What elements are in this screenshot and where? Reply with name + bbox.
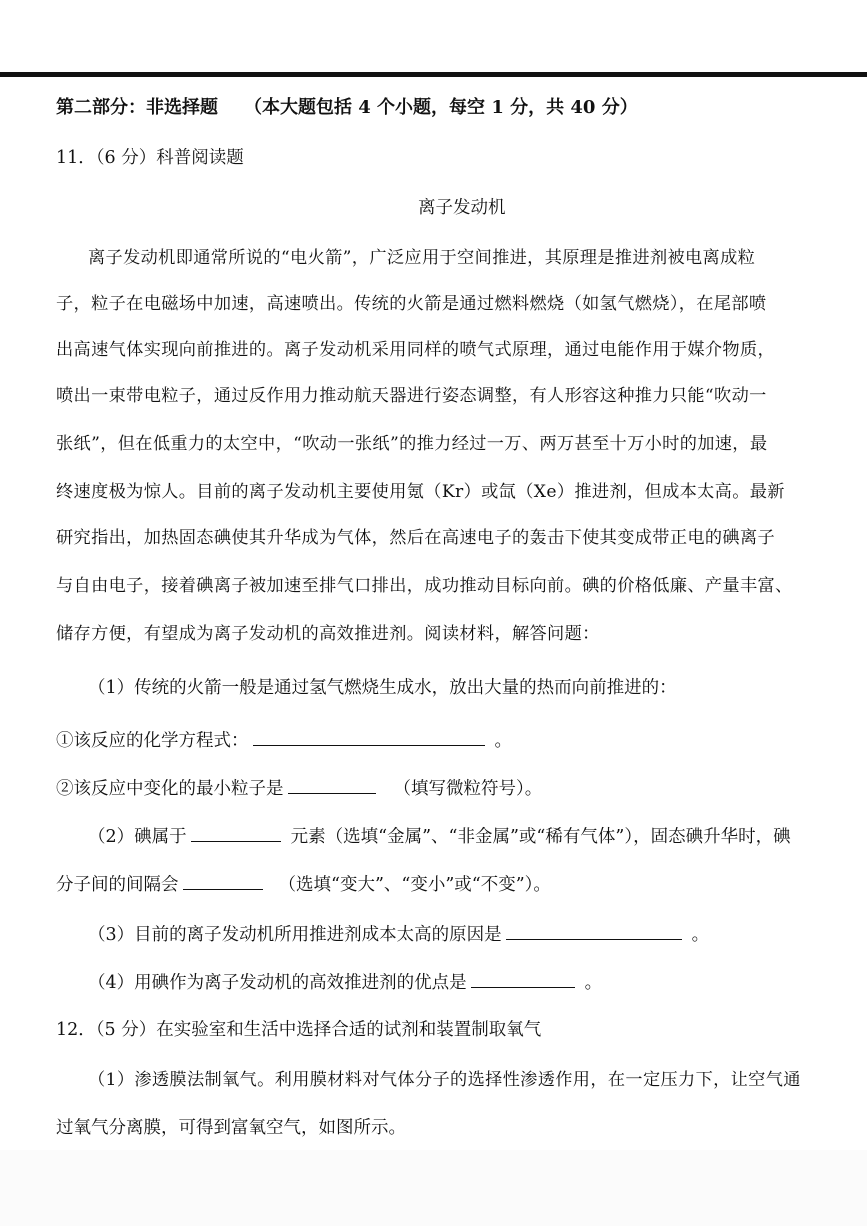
paragraph-line: 喷出一束带电粒子，通过反作用力推动航天器进行姿态调整，有人形容这种推力只能“吹动一 <box>56 386 767 406</box>
paragraph-line: 张纸”，但在低重力的太空中，“吹动一张纸”的推力经过一万、两万甚至十万小时的加速，最 <box>56 434 768 454</box>
sub-question-1a-end: 。 <box>494 731 512 751</box>
question-11-header: 11．（6 分）科普阅读题 <box>56 148 244 168</box>
sub-question-2 <box>88 824 791 849</box>
sub-question-2-line2-end: （选填“变大”、“变小”或“不变”）。 <box>278 875 551 895</box>
question-12-header: 12．（5 分）在实验室和生活中选择合适的试剂和装置制取氧气 <box>56 1020 542 1040</box>
sub-question-4-text: （4）用碘作为离子发动机的高效推进剂的优点是 <box>88 973 467 993</box>
sub-question-2-line2 <box>56 872 551 897</box>
page-bottom-margin <box>0 1150 867 1226</box>
paragraph-line: 离子发动机即通常所说的“电火箭”，广泛应用于空间推进，其原理是推进剂被电离成粒 <box>88 248 756 268</box>
question-12-sub-1: （1）渗透膜法制氧气。利用膜材料对气体分子的选择性渗透作用，在一定压力下，让空气通 <box>88 1070 801 1090</box>
answer-blank[interactable] <box>506 922 682 940</box>
sub-question-2-line2-text: 分子间的间隔会 <box>56 875 179 895</box>
sub-question-1-stem: （1）传统的火箭一般是通过氢气燃烧生成水，放出大量的热而向前推进的： <box>88 678 677 698</box>
sub-question-2-text: （2）碘属于 <box>88 827 187 847</box>
sub-question-1b-end: （填写微粒符号）。 <box>393 779 543 799</box>
answer-blank[interactable] <box>191 824 281 842</box>
paragraph-line: 终速度极为惊人。目前的离子发动机主要使用氪（Kr）或氙（Xe）推进剂，但成本太高。最新 <box>56 482 785 502</box>
sub-question-3 <box>88 922 709 947</box>
sub-question-3-text: （3）目前的离子发动机所用推进剂成本太高的原因是 <box>88 925 502 945</box>
sub-question-4-end: 。 <box>584 973 603 993</box>
sub-question-3-end: 。 <box>691 925 710 945</box>
answer-blank[interactable] <box>288 776 376 794</box>
paragraph-line: 储存方便，有望成为离子发动机的高效推进剂。阅读材料，解答问题： <box>56 624 600 644</box>
sub-question-2-text-2: 元素（选填“金属”、“非金属”或“稀有气体”），固态碘升华时，碘 <box>290 827 791 847</box>
paragraph-line: 研究指出，加热固态碘使其升华成为气体，然后在高速电子的轰击下使其变成带正电的碘离子 <box>56 528 776 548</box>
article-title: 离子发动机 <box>418 198 506 218</box>
sub-question-1b-text: ②该反应中变化的最小粒子是 <box>56 779 284 799</box>
question-12-sub-1-line2: 过氧气分离膜，可得到富氧空气，如图所示。 <box>56 1118 406 1138</box>
sub-question-1a <box>56 728 512 753</box>
answer-blank[interactable] <box>253 728 485 746</box>
sub-question-4 <box>88 970 602 995</box>
section-note: （本大题包括 4 个小题，每空 1 分，共 40 分） <box>244 97 638 118</box>
answer-blank[interactable] <box>183 872 263 890</box>
answer-blank[interactable] <box>471 970 575 988</box>
sub-question-1b <box>56 776 542 801</box>
paragraph-line: 子，粒子在电磁场中加速，高速喷出。传统的火箭是通过燃料燃烧（如氢气燃烧），在尾部喷 <box>56 294 767 314</box>
section-header <box>56 96 638 120</box>
section-title: 第二部分：非选择题 <box>56 97 218 118</box>
paragraph-line: 与自由电子，接着碘离子被加速至排气口排出，成功推动目标向前。碘的价格低廉、产量丰富、 <box>56 576 793 596</box>
sub-question-1a-text: ①该反应的化学方程式： <box>56 731 249 751</box>
paragraph-line: 出高速气体实现向前推进的。离子发动机采用同样的喷气式原理，通过电能作用于媒介物质， <box>56 340 776 360</box>
